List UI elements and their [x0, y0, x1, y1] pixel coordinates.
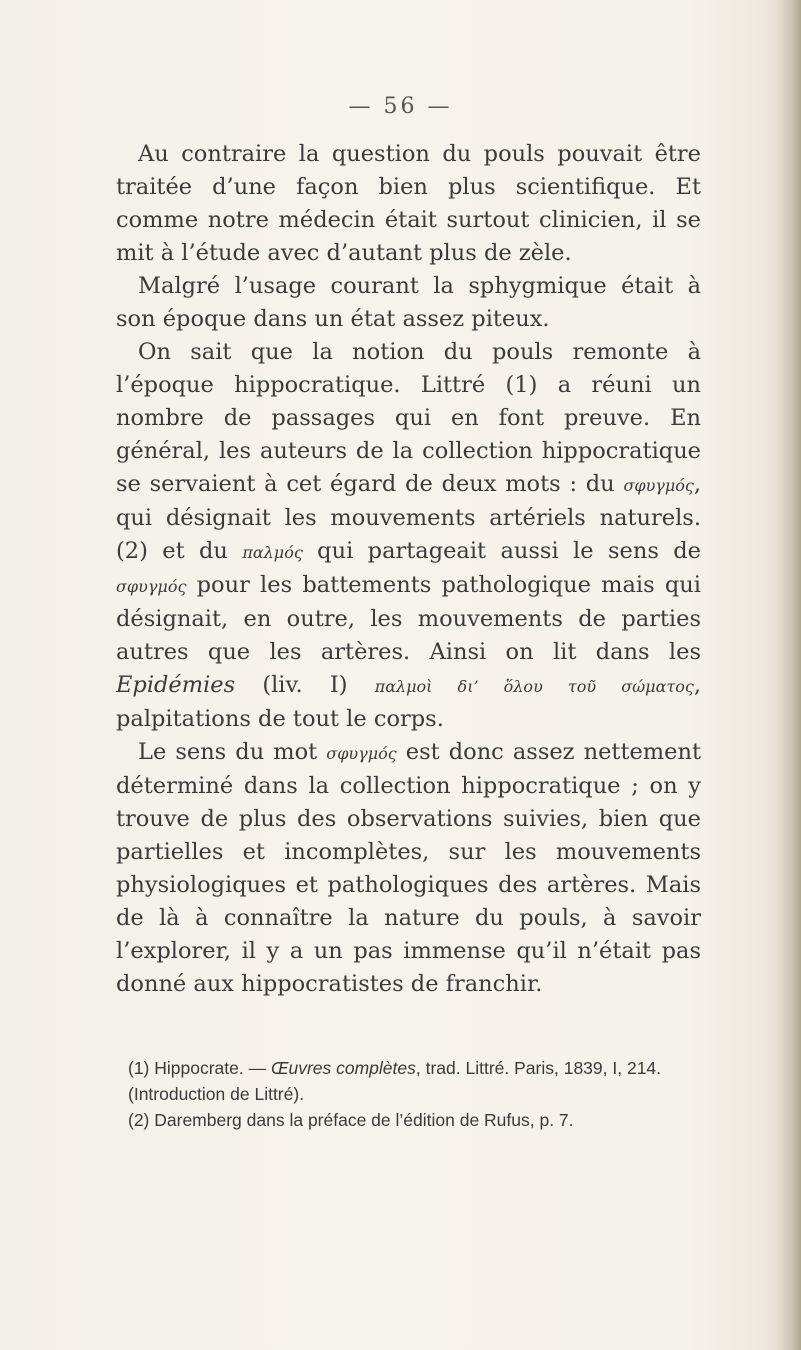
greek-word: σφυγμός — [623, 476, 694, 495]
italic-title: Epidémies — [116, 672, 236, 698]
text-segment: pour les battements pathologique mais qui désignait, en outre, les mouvements de parties autres que les artères. Ainsi on lit dans les — [116, 572, 701, 665]
footnotes — [116, 1055, 706, 1133]
text-segment: Le sens du mot — [138, 739, 327, 765]
greek-word: σφυγμός — [116, 577, 187, 596]
text-segment: qui partageait aussi le sens de — [302, 538, 701, 564]
page-number: — 56 — — [348, 94, 453, 119]
paragraph — [116, 270, 701, 336]
greek-word: παλμός — [242, 543, 303, 562]
greek-word: σφυγμός — [326, 744, 397, 763]
page-edge-shadow — [777, 0, 801, 1350]
footnote — [116, 1055, 706, 1107]
text-segment: , qui désignait les mouvements artériels naturels. (2) et du — [116, 471, 701, 564]
main-text — [116, 138, 701, 1001]
footnote-text: , trad. Littré. Paris, 1839, I, 214. (Introduction de Littré). — [128, 1058, 662, 1104]
footnote-text: (2) Daremberg dans la préface de l’édition de Rufus, p. 7. — [128, 1110, 574, 1130]
paragraph — [116, 336, 701, 736]
text-segment: est donc assez nettement déterminé dans la collection hippocratique ; on y trouve de plus des observations suivies, bien que partielles et incomplètes, sur les mouvements physiologiques et pathologiques des artères. Mais de là à connaître la nature du pouls, à savoir l’explorer, il y a un pas immense qu’il n’était pas donné aux hippocratistes de franchir. — [116, 739, 701, 997]
greek-phrase: παλμοὶ δι’ ὅλου τοῦ σώματος — [374, 677, 694, 696]
paragraph — [116, 138, 701, 270]
text-segment: Au contraire la question du pouls pouvait être traitée d’une façon bien plus scientifique. Et comme notre médecin était surtout clinicien, il se mit à l’étude avec d’autant plus de zèle. — [116, 141, 701, 266]
footnote-italic-title: Œuvres complètes — [270, 1058, 416, 1078]
text-segment: (liv. I) — [235, 672, 375, 698]
text-segment: Malgré l’usage courant la sphygmique était à son époque dans un état assez piteux. — [116, 273, 701, 332]
text-segment: , palpitations de tout le corps. — [116, 672, 701, 732]
footnote-text: (1) Hippocrate. — — [128, 1058, 271, 1078]
text-segment: On sait que la notion du pouls remonte à l’époque hippocratique. Littré (1) a réuni un nombre de passages qui en font preuve. En général, les auteurs de la collection hippocratique se servaient à cet égard de deux mots : du — [116, 339, 701, 497]
paragraph — [116, 736, 701, 1001]
footnote — [116, 1107, 706, 1133]
